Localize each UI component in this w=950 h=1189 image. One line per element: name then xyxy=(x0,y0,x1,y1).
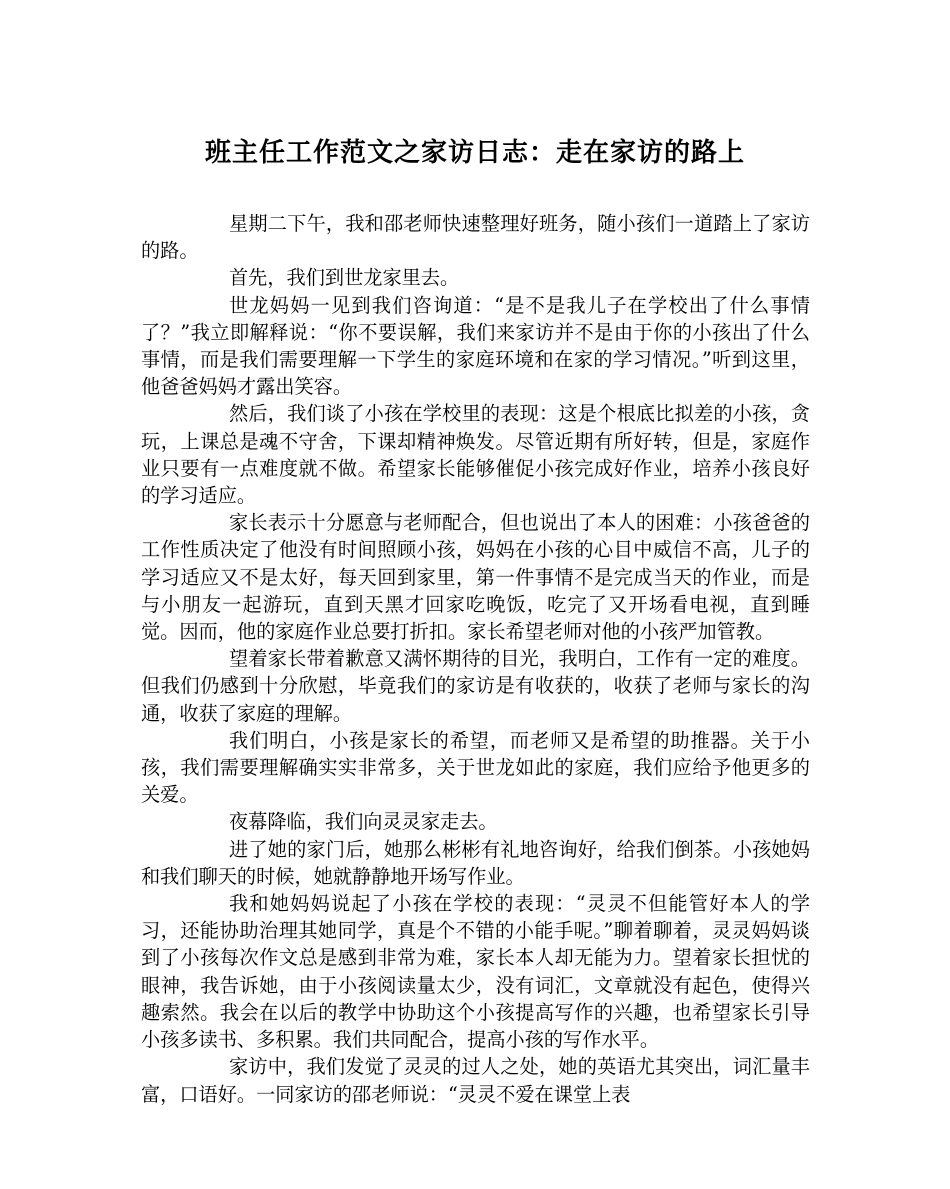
paragraph: 夜幕降临，我们向灵灵家走去。 xyxy=(229,810,498,834)
paragraph: 家访中，我们发觉了灵灵的过人之处，她的英语尤其突出，词汇量丰富，口语好。一同家访的邵老师说：“灵灵不爱在课堂上表 xyxy=(141,1055,810,1106)
document-title: 班主任工作范文之家访日志：走在家访的路上 xyxy=(204,138,745,168)
paragraph: 首先，我们到世龙家里去。 xyxy=(229,266,460,290)
paragraph: 世龙妈妈一见到我们咨询道：“是不是我儿子在学校出了什么事情了？”我立即解释说：“你不要误解，我们来家访并不是由于你的小孩出了什么事情，而是我们需要理解一下学生的家庭环境和在家的学习情况。”听到这里，他爸爸妈妈才露出笑容。 xyxy=(141,293,810,399)
paragraph: 然后，我们谈了小孩在学校里的表现：这是个根底比拟差的小孩，贪玩，上课总是魂不守舍，下课却精神焕发。尽管近期有所好转，但是，家庭作业只要有一点难度就不做。希望家长能够催促小孩完成好作业，培养小孩良好的学习适应。 xyxy=(141,402,810,508)
paragraph: 望着家长带着歉意又满怀期待的目光，我明白，工作有一定的难度。但我们仍感到十分欣慰，毕竟我们的家访是有收获的，收获了老师与家长的沟通，收获了家庭的理解。 xyxy=(141,647,810,725)
paragraph: 我们明白，小孩是家长的希望，而老师又是希望的助推器。关于小孩，我们需要理解确实实非常多，关于世龙如此的家庭，我们应给予他更多的关爱。 xyxy=(141,728,810,807)
paragraph: 进了她的家门后，她那么彬彬有礼地咨询好，给我们倒茶。小孩她妈和我们聊天的时候，她就静静地开场写作业。 xyxy=(141,837,810,888)
document-body xyxy=(141,210,810,1108)
paragraph: 我和她妈妈说起了小孩在学校的表现：“灵灵不但能管好本人的学习，还能协助治理其她同学，真是个不错的小能手呢。”聊着聊着，灵灵妈妈谈到了小孩每次作文总是感到非常为难，家长本人却无能为力。望着家长担忧的眼神，我告诉她，由于小孩阅读量太少，没有词汇，文章就没有起色，使得兴趣索然。我会在以后的教学中协助这个小孩提高写作的兴趣，也希望家长引导小孩多读书、多积累。我们共同配合，提高小孩的写作水平。 xyxy=(141,892,810,1052)
paragraph: 家长表示十分愿意与老师配合，但也说出了本人的困难：小孩爸爸的工作性质决定了他没有时间照顾小孩，妈妈在小孩的心目中威信不高，儿子的学习适应又不是太好，每天回到家里，第一件事情不是完成当天的作业，而是与小朋友一起游玩，直到天黑才回家吃晚饭，吃完了又开场看电视，直到睡觉。因而，他的家庭作业总要打折扣。家长希望老师对他的小孩严加管教。 xyxy=(141,511,810,644)
paragraph: 星期二下午，我和邵老师快速整理好班务，随小孩们一道踏上了家访的路。 xyxy=(141,212,810,263)
